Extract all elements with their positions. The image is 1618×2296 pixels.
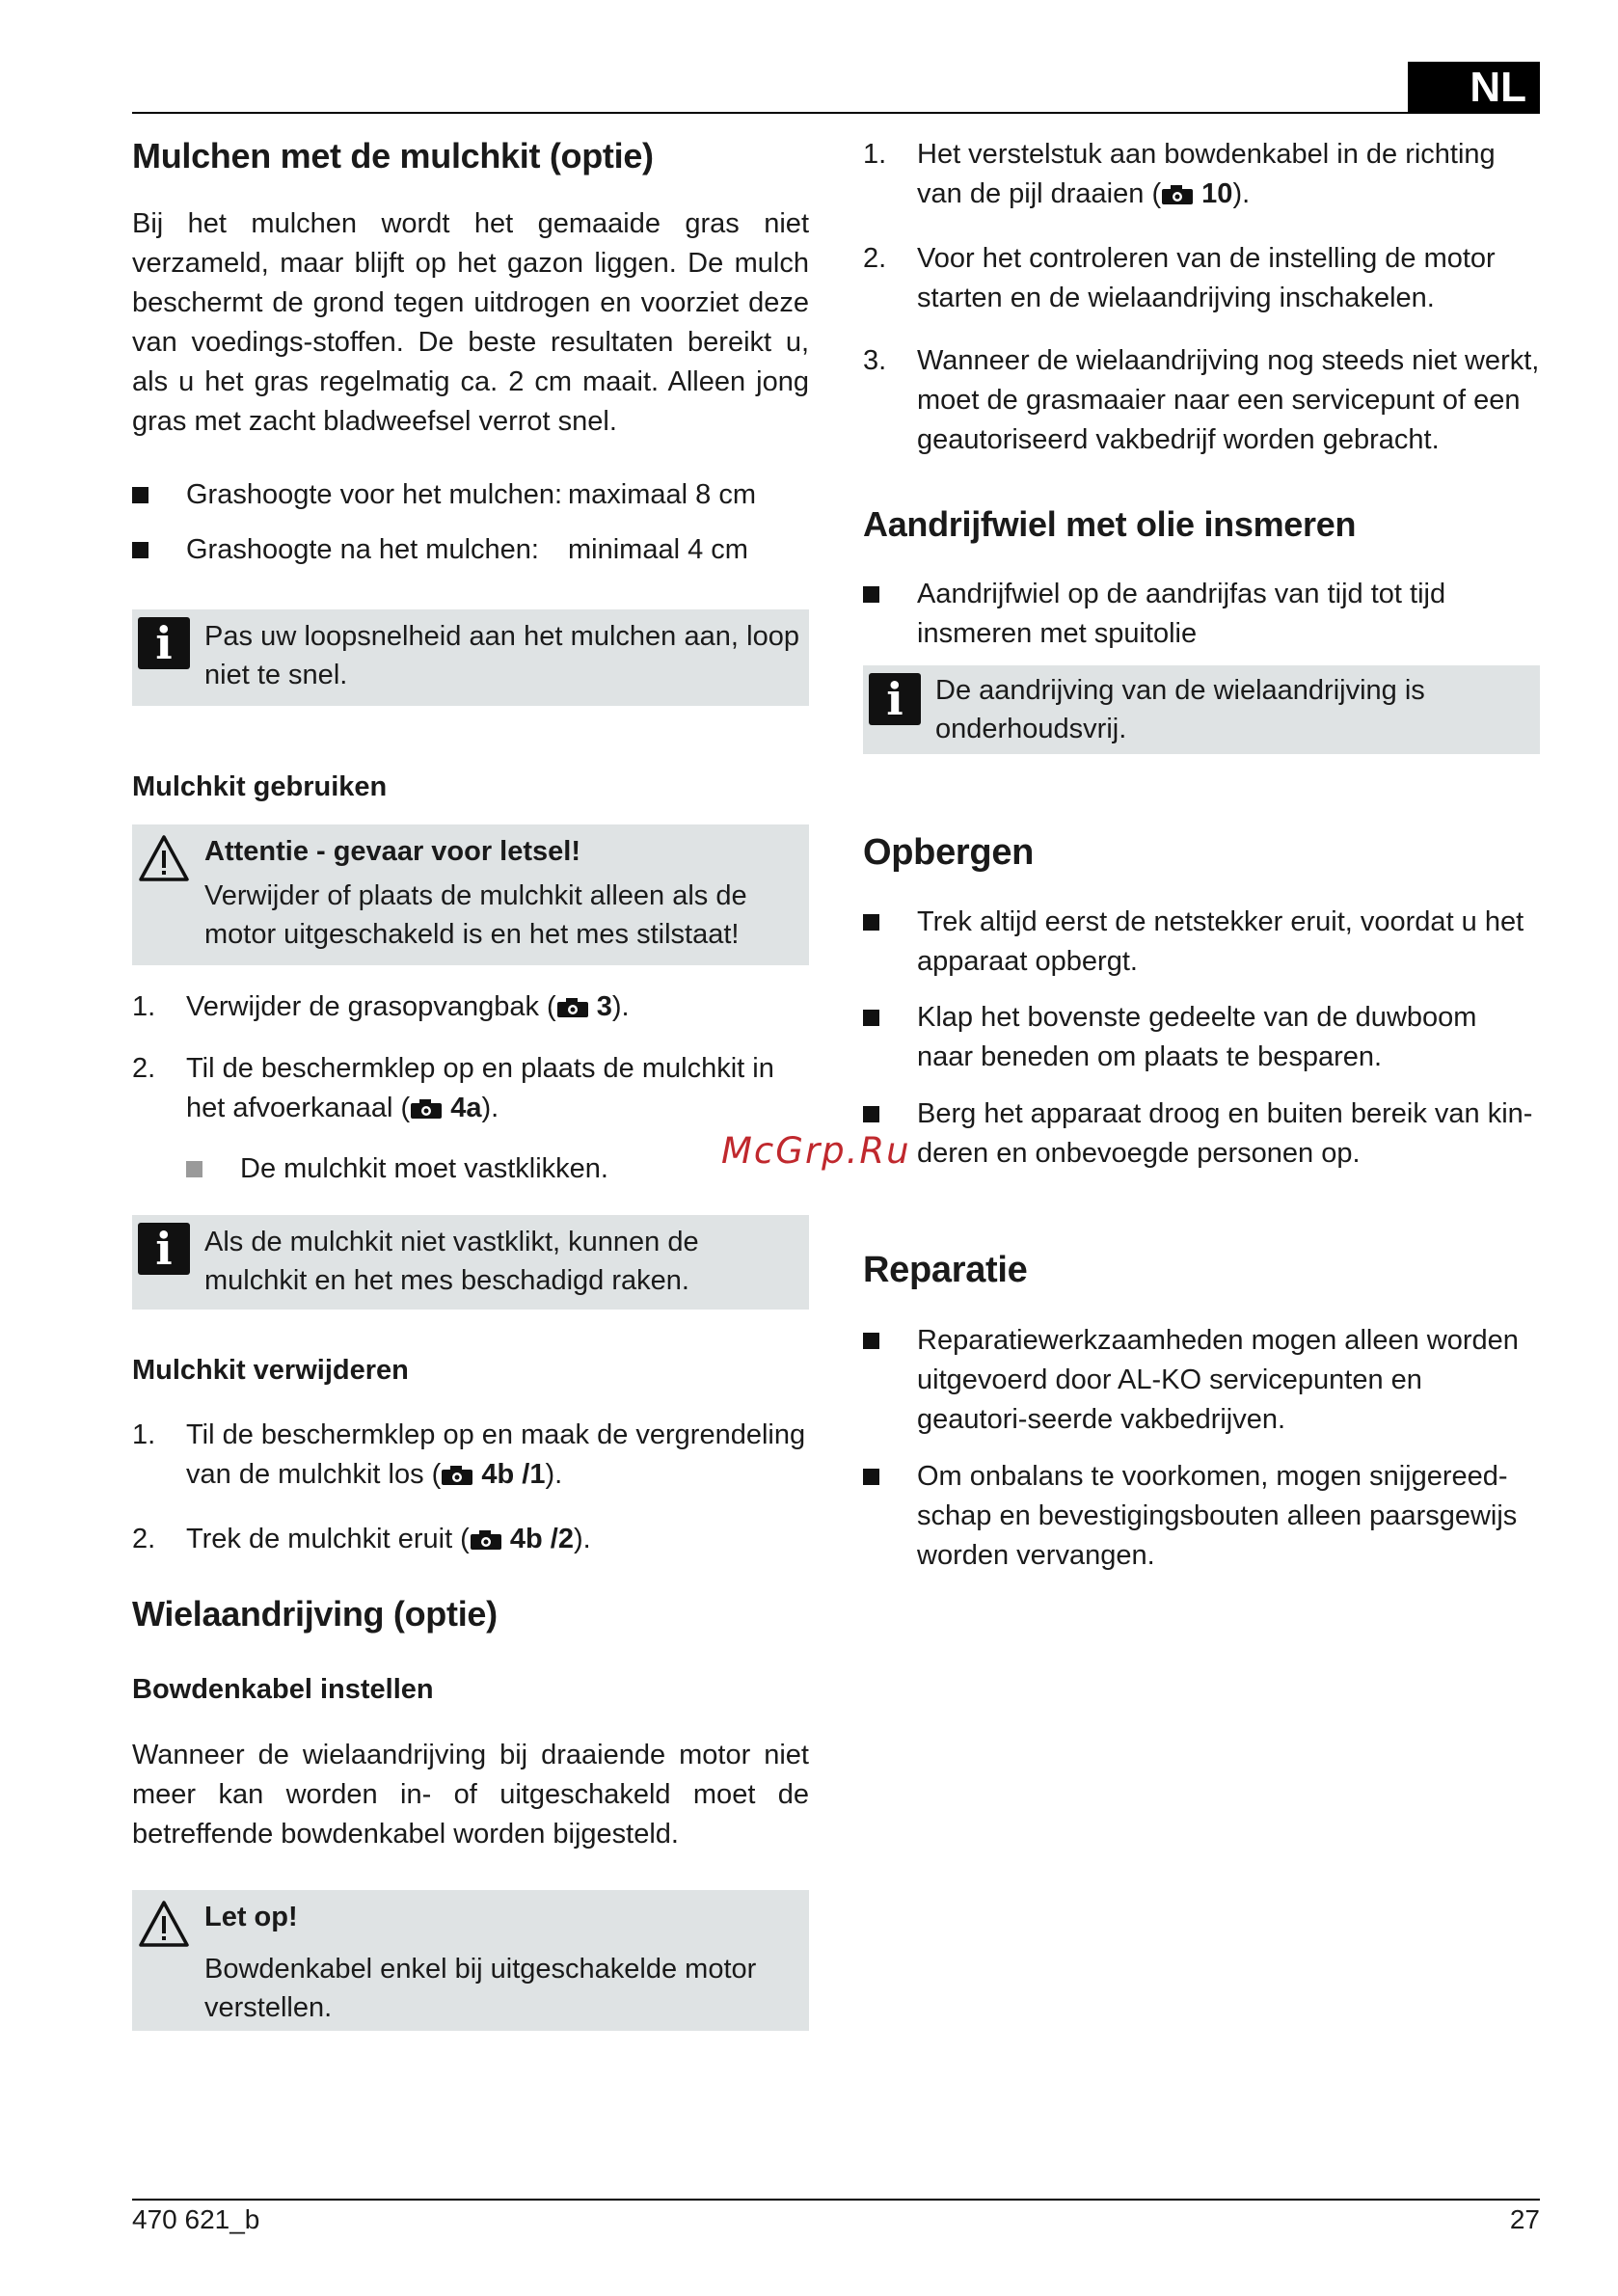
subsection-title-use: Mulchkit gebruiken bbox=[132, 771, 388, 802]
info-note-text: De aandrijving van de wielaandrijving is onderhoudsvrij. bbox=[935, 675, 1425, 744]
step-text-end: ). bbox=[611, 991, 630, 1022]
info-icon: i bbox=[138, 1223, 190, 1275]
step-number: 1. bbox=[132, 991, 156, 1022]
info-icon: i bbox=[869, 673, 921, 725]
info-note-text: Als de mulchkit niet vastklikt, kunnen de mulchkit en het mes beschadigd raken. bbox=[204, 1227, 699, 1296]
bullet-text: Aandrijfwiel op de aandrijfas van tijd tot tijd insmeren met spuitolie bbox=[917, 579, 1446, 649]
step-item bbox=[863, 341, 1540, 460]
bullet-item bbox=[863, 1094, 1540, 1174]
warning-title: Let op! bbox=[204, 1902, 298, 1932]
subsection-title-bowden: Bowdenkabel instellen bbox=[132, 1674, 434, 1705]
step-item bbox=[132, 1416, 809, 1495]
step-text-end: ). bbox=[545, 1459, 563, 1490]
step-item bbox=[132, 987, 809, 1027]
figure-ref: 10 bbox=[1201, 178, 1233, 209]
step-text-end: ). bbox=[1232, 178, 1251, 209]
bullet-square-icon bbox=[863, 914, 879, 931]
section-title-mulch: Mulchen met de mulchkit (optie) bbox=[132, 136, 654, 176]
warning-note-body bbox=[204, 832, 799, 954]
step-result-text: De mulchkit moet vastklikken. bbox=[240, 1153, 608, 1184]
info-note bbox=[132, 1215, 809, 1310]
figure-ref: 4a bbox=[450, 1093, 482, 1123]
bullet-text: Om onbalans te voorkomen, mogen snijgereed-schap en bevestigingsbouten alleen paarsgewijs worden vervangen. bbox=[917, 1461, 1518, 1571]
warning-note bbox=[132, 824, 809, 965]
step-item bbox=[863, 135, 1540, 214]
bullet-square-icon bbox=[863, 1106, 879, 1122]
watermark: McGrp.Ru bbox=[721, 1130, 911, 1172]
step-number: 1. bbox=[132, 1419, 156, 1450]
grass-spec-label: Grashoogte na het mulchen: bbox=[186, 534, 539, 565]
info-icon: i bbox=[138, 617, 190, 669]
camera-icon bbox=[470, 1529, 502, 1551]
bullet-square-icon bbox=[132, 542, 148, 558]
camera-icon bbox=[441, 1465, 473, 1486]
bullet-square-icon bbox=[863, 1469, 879, 1485]
grass-spec-value: minimaal 4 cm bbox=[568, 534, 748, 565]
grass-spec-value: maximaal 8 cm bbox=[568, 479, 756, 510]
section-title-oil: Aandrijfwiel met olie insmeren bbox=[863, 504, 1357, 544]
bullet-item bbox=[863, 998, 1540, 1077]
bullet-item bbox=[863, 575, 1540, 654]
bullet-text: Klap het bovenste gedeelte van de duwboom naar beneden om plaats te besparen. bbox=[917, 1002, 1477, 1072]
step-number: 2. bbox=[863, 243, 887, 274]
mulch-intro-paragraph: Bij het mulchen wordt het gemaaide gras niet verzameld, maar blijft op het gazon liggen. De mulch beschermt de grond tegen uitdrogen en voorziet deze van voedings-stoffen. De beste resultaten bereikt u, als u het gras regelmatig ca. 2 cm maait. Alleen jong gras met zacht bladweefsel verrot snel. bbox=[132, 208, 809, 437]
camera-icon bbox=[410, 1098, 443, 1120]
step-number: 3. bbox=[863, 345, 887, 376]
section-title-wheel-drive: Wielaandrijving (optie) bbox=[132, 1594, 498, 1634]
step-item bbox=[863, 239, 1540, 318]
info-note bbox=[863, 665, 1540, 754]
step-text: Het verstelstuk aan bowdenkabel in de richting van de pijl draaien ( bbox=[917, 139, 1496, 209]
warning-text: Verwijder of plaats de mulchkit alleen als de motor uitgeschakeld is en het mes stilstaat! bbox=[204, 880, 747, 950]
step-item bbox=[132, 1520, 809, 1559]
step-text-end: ). bbox=[481, 1093, 499, 1123]
grass-spec-label: Grashoogte voor het mulchen: bbox=[186, 479, 563, 510]
bullet-square-icon bbox=[132, 487, 148, 503]
section-title-storage: Opbergen bbox=[863, 832, 1035, 873]
footer-rule bbox=[132, 2199, 1540, 2201]
step-text: Trek de mulchkit eruit ( bbox=[186, 1524, 470, 1554]
page-number: 27 bbox=[1509, 2204, 1540, 2234]
bullet-item bbox=[863, 1321, 1540, 1440]
figure-ref: 3 bbox=[596, 991, 612, 1022]
language-badge: NL bbox=[1408, 62, 1540, 114]
grass-spec-item bbox=[132, 530, 809, 570]
camera-icon bbox=[556, 997, 589, 1018]
bullet-item bbox=[863, 1457, 1540, 1576]
warning-text: Bowdenkabel enkel bij uitgeschakelde motor verstellen. bbox=[204, 1954, 757, 2023]
warning-note bbox=[132, 1890, 809, 2031]
bullet-text: Berg het apparaat droog en buiten bereik van kin-deren en onbevoegde personen op. bbox=[917, 1098, 1533, 1169]
bullet-square-icon bbox=[863, 1333, 879, 1349]
bullet-square-icon bbox=[863, 1010, 879, 1026]
step-number: 2. bbox=[132, 1053, 156, 1084]
step-text: Til de beschermklep op en plaats de mulchkit in het afvoerkanaal ( bbox=[186, 1053, 774, 1123]
warning-note-body bbox=[204, 1898, 799, 2027]
step-text: Verwijder de grasopvangbak ( bbox=[186, 991, 556, 1022]
camera-icon bbox=[1161, 184, 1194, 205]
step-text: Wanneer de wielaandrijving nog steeds niet werkt, moet de grasmaaier naar een servicepunt of een geautoriseerd vakbedrijf worden gebracht. bbox=[917, 345, 1540, 455]
document-number: 470 621_b bbox=[132, 2204, 260, 2234]
figure-ref: 4b /1 bbox=[481, 1459, 546, 1490]
grass-spec-item bbox=[132, 475, 809, 515]
step-item bbox=[132, 1049, 809, 1128]
section-title-repair: Reparatie bbox=[863, 1250, 1028, 1290]
bullet-text: Reparatiewerkzaamheden mogen alleen worden uitgevoerd door AL-KO servicepunten en geautori-seerde vakbedrijven. bbox=[917, 1325, 1519, 1435]
info-note-text: Pas uw loopsnelheid aan het mulchen aan, loop niet te snel. bbox=[204, 621, 799, 690]
step-text: Voor het controleren van de instelling de motor starten en de wielaandrijving inschakelen. bbox=[917, 243, 1496, 313]
bullet-text: Trek altijd eerst de netstekker eruit, voordat u het apparaat opbergt. bbox=[917, 906, 1524, 977]
warning-triangle-icon bbox=[138, 832, 190, 884]
step-result bbox=[186, 1149, 809, 1189]
subsection-title-remove: Mulchkit verwijderen bbox=[132, 1355, 409, 1386]
bullet-item bbox=[863, 903, 1540, 982]
bullet-square-icon bbox=[863, 586, 879, 603]
warning-title: Attentie - gevaar voor letsel! bbox=[204, 836, 580, 867]
step-text: Til de beschermklep op en maak de vergrendeling van de mulchkit los ( bbox=[186, 1419, 806, 1490]
figure-ref: 4b /2 bbox=[509, 1524, 574, 1554]
header-rule bbox=[132, 112, 1540, 114]
info-note bbox=[132, 609, 809, 706]
step-number: 2. bbox=[132, 1524, 156, 1554]
warning-triangle-icon bbox=[138, 1898, 190, 1950]
step-number: 1. bbox=[863, 139, 887, 170]
bowden-paragraph: Wanneer de wielaandrijving bij draaiende motor niet meer kan worden in- of uitgeschakeld moet de betreffende bowdenkabel worden bijgesteld. bbox=[132, 1740, 809, 1850]
result-square-icon bbox=[186, 1161, 202, 1177]
step-text-end: ). bbox=[574, 1524, 591, 1554]
